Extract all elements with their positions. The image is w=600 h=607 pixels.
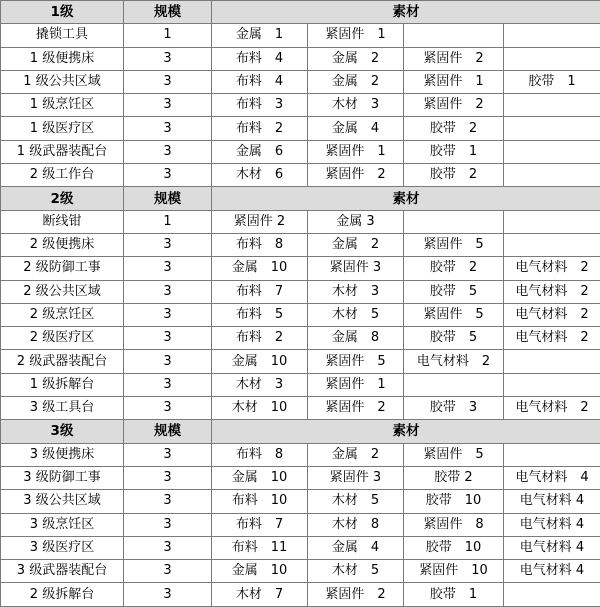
item-name: 2 级拆解台 [1, 583, 124, 606]
item-scale: 3 [124, 164, 212, 187]
material-cell [504, 583, 600, 606]
material-cell: 紧固件 2 [308, 583, 404, 606]
material-cell: 布料 3 [212, 94, 308, 117]
table-row [1, 303, 600, 326]
material-cell [404, 24, 504, 47]
table-row [1, 47, 600, 70]
material-cell: 胶带 2 [404, 117, 504, 140]
material-cell: 电气材料 4 [504, 490, 600, 513]
table-row [1, 164, 600, 187]
material-cell: 紧固件 1 [308, 24, 404, 47]
table-row [1, 94, 600, 117]
material-cell: 紧固件 8 [404, 513, 504, 536]
material-cell: 布料 8 [212, 233, 308, 256]
material-cell: 电气材料 4 [504, 513, 600, 536]
item-name: 2 级便携床 [1, 233, 124, 256]
material-cell: 电气材料 4 [504, 560, 600, 583]
tier-label: 1级 [1, 1, 124, 24]
material-cell: 紧固件 1 [308, 140, 404, 163]
table-body [1, 1, 600, 607]
material-cell: 胶带 1 [504, 70, 600, 93]
material-cell: 木材 5 [308, 490, 404, 513]
material-cell: 木材 3 [308, 280, 404, 303]
material-cell: 布料 5 [212, 303, 308, 326]
material-cell [504, 24, 600, 47]
material-cell: 紧固件 5 [404, 443, 504, 466]
material-cell: 紧固件 1 [308, 373, 404, 396]
table-row [1, 350, 600, 373]
material-cell: 布料 2 [212, 117, 308, 140]
material-cell: 胶带 3 [404, 397, 504, 420]
material-cell: 金属 2 [308, 443, 404, 466]
table-row [1, 24, 600, 47]
item-scale: 3 [124, 350, 212, 373]
material-cell: 胶带 1 [404, 583, 504, 606]
material-cell: 紧固件 2 [308, 397, 404, 420]
material-cell [504, 210, 600, 233]
material-cell: 紧固件 2 [308, 164, 404, 187]
material-cell: 布料 4 [212, 70, 308, 93]
material-cell: 布料 2 [212, 327, 308, 350]
material-cell: 电气材料 2 [404, 350, 504, 373]
tier-label: 3级 [1, 420, 124, 443]
material-cell: 木材 5 [308, 560, 404, 583]
material-cell: 紧固件 5 [404, 233, 504, 256]
item-scale: 3 [124, 466, 212, 489]
material-cell: 紧固件 10 [404, 560, 504, 583]
table-row [1, 210, 600, 233]
material-cell: 胶带 2 [404, 257, 504, 280]
item-scale: 3 [124, 280, 212, 303]
item-scale: 3 [124, 257, 212, 280]
table-row [1, 373, 600, 396]
item-name: 2 级防御工事 [1, 257, 124, 280]
item-scale: 3 [124, 560, 212, 583]
material-cell: 金属 2 [308, 70, 404, 93]
materials-column-header: 素材 [212, 187, 600, 210]
material-cell: 金属 10 [212, 560, 308, 583]
table-row [1, 257, 600, 280]
material-cell [504, 443, 600, 466]
item-scale: 3 [124, 443, 212, 466]
item-name: 撬锁工具 [1, 24, 124, 47]
material-cell: 木材 6 [212, 164, 308, 187]
material-cell [504, 233, 600, 256]
material-cell: 胶带 2 [404, 466, 504, 489]
material-cell: 木材 10 [212, 397, 308, 420]
materials-column-header: 素材 [212, 420, 600, 443]
item-name: 断线钳 [1, 210, 124, 233]
tier-header-row [1, 420, 600, 443]
table-row [1, 490, 600, 513]
item-name: 2 级公共区域 [1, 280, 124, 303]
material-cell [504, 140, 600, 163]
item-name: 1 级烹饪区 [1, 94, 124, 117]
material-cell: 电气材料 2 [504, 303, 600, 326]
table-row [1, 466, 600, 489]
material-cell: 电气材料 4 [504, 536, 600, 559]
item-scale: 3 [124, 583, 212, 606]
item-name: 3 级防御工事 [1, 466, 124, 489]
material-cell [504, 94, 600, 117]
item-scale: 3 [124, 94, 212, 117]
material-cell: 紧固件 3 [308, 257, 404, 280]
item-name: 3 级公共区域 [1, 490, 124, 513]
table-row [1, 280, 600, 303]
table-row [1, 513, 600, 536]
item-scale: 1 [124, 210, 212, 233]
material-cell: 金属 8 [308, 327, 404, 350]
table-row [1, 70, 600, 93]
item-scale: 3 [124, 47, 212, 70]
material-cell: 布料 11 [212, 536, 308, 559]
material-cell: 金属 4 [308, 117, 404, 140]
scale-column-header: 规模 [124, 420, 212, 443]
material-cell: 胶带 10 [404, 536, 504, 559]
tier-header-row [1, 1, 600, 24]
material-cell: 金属 10 [212, 257, 308, 280]
material-cell: 胶带 5 [404, 327, 504, 350]
material-cell: 金属 2 [308, 233, 404, 256]
material-cell: 布料 8 [212, 443, 308, 466]
scale-column-header: 规模 [124, 187, 212, 210]
item-name: 1 级武器装配台 [1, 140, 124, 163]
material-cell [404, 373, 504, 396]
item-name: 1 级拆解台 [1, 373, 124, 396]
item-name: 3 级工具台 [1, 397, 124, 420]
material-cell: 紧固件 5 [308, 350, 404, 373]
material-cell: 胶带 5 [404, 280, 504, 303]
material-cell: 紧固件 2 [212, 210, 308, 233]
material-cell: 电气材料 2 [504, 257, 600, 280]
material-cell [504, 350, 600, 373]
material-cell: 木材 7 [212, 583, 308, 606]
item-scale: 1 [124, 24, 212, 47]
item-name: 2 级烹饪区 [1, 303, 124, 326]
table-row [1, 536, 600, 559]
material-cell: 金属 1 [212, 24, 308, 47]
item-name: 1 级公共区域 [1, 70, 124, 93]
material-cell: 金属 4 [308, 536, 404, 559]
item-scale: 3 [124, 117, 212, 140]
table-row [1, 583, 600, 606]
material-cell: 电气材料 2 [504, 327, 600, 350]
material-cell: 紧固件 3 [308, 466, 404, 489]
material-cell [504, 117, 600, 140]
material-cell: 布料 7 [212, 513, 308, 536]
item-scale: 3 [124, 140, 212, 163]
material-cell [504, 47, 600, 70]
table-row [1, 443, 600, 466]
material-cell: 金属 2 [308, 47, 404, 70]
item-name: 3 级医疗区 [1, 536, 124, 559]
material-cell: 布料 4 [212, 47, 308, 70]
item-name: 2 级工作台 [1, 164, 124, 187]
table-row [1, 117, 600, 140]
material-cell: 电气材料 2 [504, 280, 600, 303]
table-row [1, 140, 600, 163]
material-cell: 金属 6 [212, 140, 308, 163]
material-cell: 木材 5 [308, 303, 404, 326]
item-name: 1 级便携床 [1, 47, 124, 70]
tier-label: 2级 [1, 187, 124, 210]
item-name: 2 级医疗区 [1, 327, 124, 350]
table-row [1, 560, 600, 583]
material-cell: 胶带 2 [404, 164, 504, 187]
item-scale: 3 [124, 327, 212, 350]
material-cell [404, 210, 504, 233]
material-cell: 紧固件 2 [404, 94, 504, 117]
item-name: 3 级烹饪区 [1, 513, 124, 536]
material-cell: 电气材料 4 [504, 466, 600, 489]
material-cell: 木材 3 [308, 94, 404, 117]
item-scale: 3 [124, 536, 212, 559]
material-cell: 紧固件 1 [404, 70, 504, 93]
table-row [1, 233, 600, 256]
material-cell [504, 373, 600, 396]
material-cell: 胶带 1 [404, 140, 504, 163]
material-cell: 木材 8 [308, 513, 404, 536]
table-row [1, 397, 600, 420]
material-cell: 布料 10 [212, 490, 308, 513]
item-scale: 3 [124, 513, 212, 536]
material-cell: 胶带 10 [404, 490, 504, 513]
material-cell: 紧固件 2 [404, 47, 504, 70]
item-scale: 3 [124, 233, 212, 256]
material-cell [504, 164, 600, 187]
item-name: 2 级武器装配台 [1, 350, 124, 373]
scale-column-header: 规模 [124, 1, 212, 24]
item-scale: 3 [124, 373, 212, 396]
tier-header-row [1, 187, 600, 210]
item-scale: 3 [124, 490, 212, 513]
material-cell: 布料 7 [212, 280, 308, 303]
item-scale: 3 [124, 70, 212, 93]
item-name: 1 级医疗区 [1, 117, 124, 140]
material-cell: 木材 3 [212, 373, 308, 396]
material-cell: 金属 10 [212, 350, 308, 373]
materials-column-header: 素材 [212, 1, 600, 24]
material-cell: 紧固件 5 [404, 303, 504, 326]
material-cell: 电气材料 2 [504, 397, 600, 420]
item-name: 3 级便携床 [1, 443, 124, 466]
material-cell: 金属 3 [308, 210, 404, 233]
item-name: 3 级武器装配台 [1, 560, 124, 583]
item-scale: 3 [124, 303, 212, 326]
table-row [1, 327, 600, 350]
item-scale: 3 [124, 397, 212, 420]
material-cell: 金属 10 [212, 466, 308, 489]
